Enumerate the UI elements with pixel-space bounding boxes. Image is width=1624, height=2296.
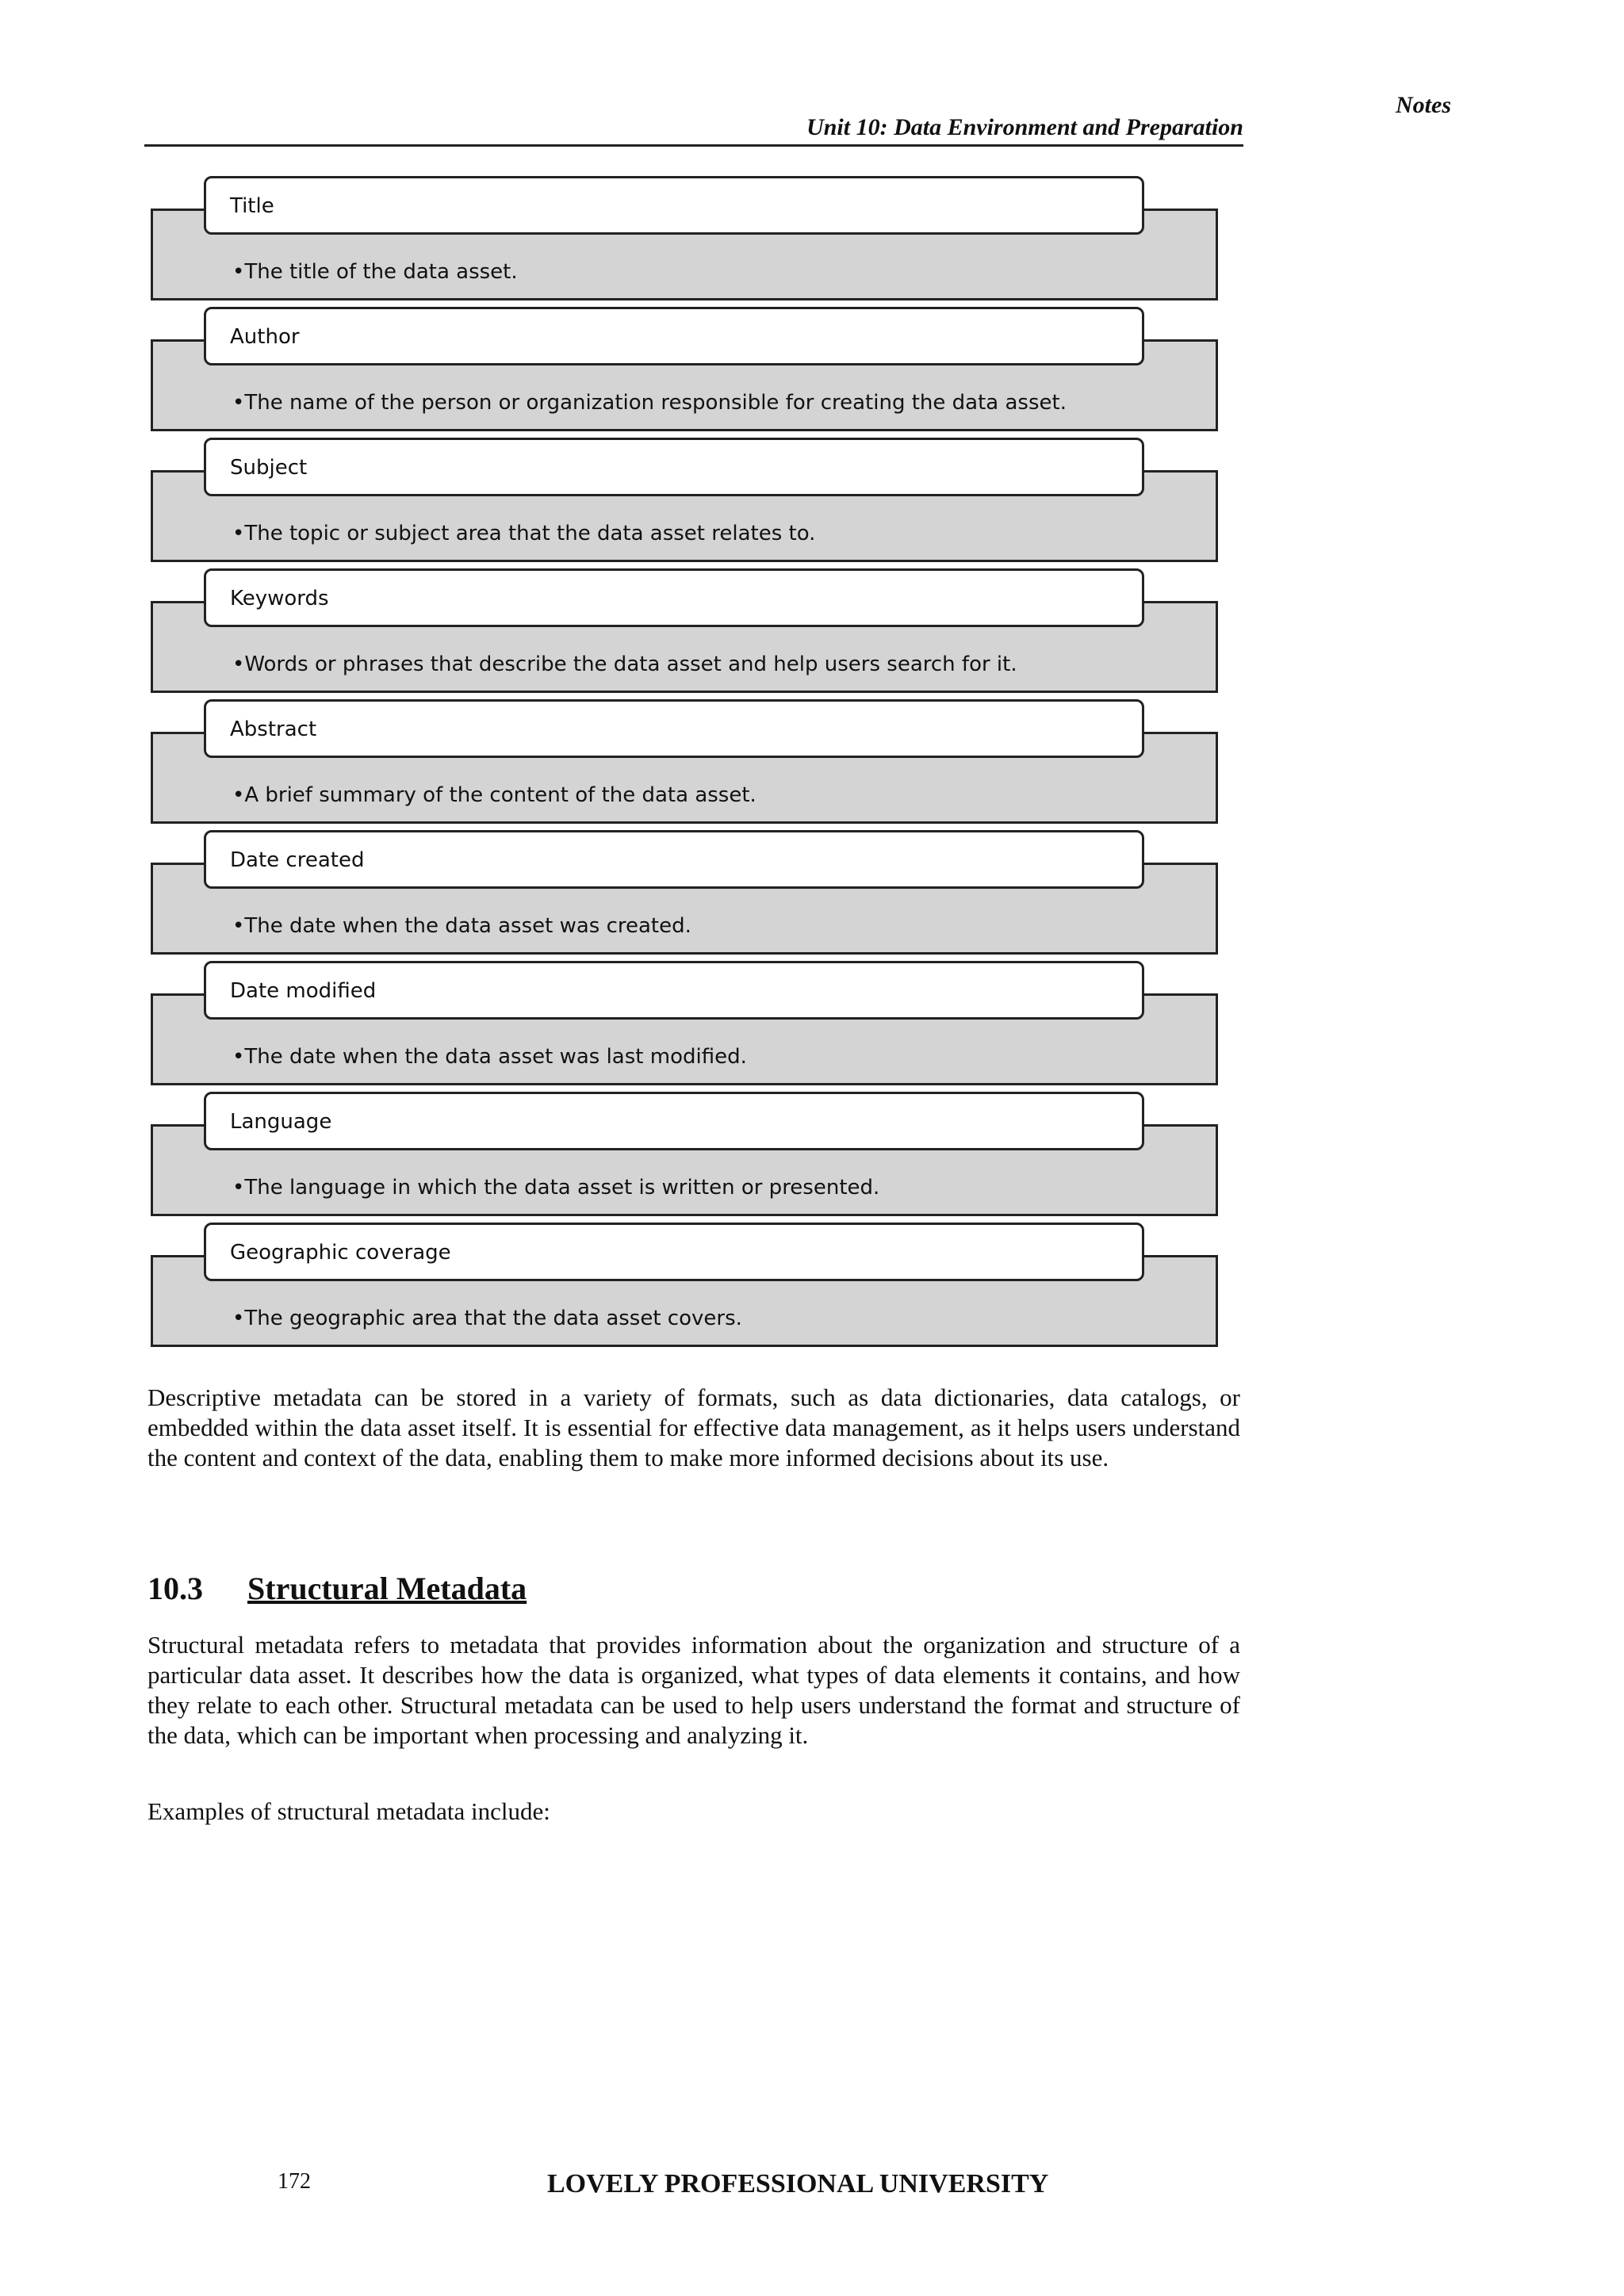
descriptive-metadata-diagram: [151, 176, 1223, 1353]
item-label: Abstract: [230, 718, 317, 741]
item-label-box: [204, 961, 1144, 1020]
item-description: •The language in which the data asset is written or presented.: [232, 1176, 880, 1200]
metadata-item-geographic-coverage: [151, 1223, 1223, 1353]
metadata-item-author: [151, 307, 1223, 438]
item-label-box: [204, 568, 1144, 627]
item-label: Date modified: [230, 979, 377, 1003]
paragraph-structural-examples-intro: Examples of structural metadata include:: [147, 1797, 550, 1825]
paragraph-structural-definition: Structural metadata refers to metadata that provides information about the organization and structure of a particular data asset. It describes how the data is organized, what types of data elements it contains, and how they relate to each other. Structural metadata can be used to help users understand the format and structure of the data, which can be important when processing and analyzing it.: [147, 1631, 1240, 1749]
metadata-item-date-modified: [151, 961, 1223, 1092]
item-description: •The name of the person or organization responsible for creating the data asset.: [232, 391, 1067, 415]
item-label: Title: [230, 194, 274, 218]
section-heading: [147, 1570, 527, 1607]
metadata-item-abstract: [151, 699, 1223, 830]
item-label-box: [204, 1223, 1144, 1281]
section-title: Structural Metadata: [247, 1571, 527, 1606]
item-label-box: [204, 1092, 1144, 1150]
metadata-item-title: [151, 176, 1223, 307]
item-label: Author: [230, 325, 300, 349]
item-label: Language: [230, 1110, 332, 1134]
item-label-box: [204, 438, 1144, 496]
metadata-item-language: [151, 1092, 1223, 1223]
item-label: Date created: [230, 848, 365, 872]
footer-university-name: LOVELY PROFESSIONAL UNIVERSITY: [547, 2169, 1049, 2198]
metadata-item-keywords: [151, 568, 1223, 699]
item-description: •The date when the data asset was last modified.: [232, 1045, 747, 1069]
item-label-box: [204, 176, 1144, 235]
item-label-box: [204, 699, 1144, 758]
item-label-box: [204, 830, 1144, 889]
item-description: •The title of the data asset.: [232, 260, 518, 284]
item-label-box: [204, 307, 1144, 365]
metadata-item-date-created: [151, 830, 1223, 961]
item-description: •The topic or subject area that the data asset relates to.: [232, 522, 816, 545]
item-description: •A brief summary of the content of the data asset.: [232, 783, 756, 807]
item-description: •The geographic area that the data asset covers.: [232, 1307, 742, 1330]
paragraph-descriptive-storage: Descriptive metadata can be stored in a variety of formats, such as data dictionaries, data catalogs, or embedded within the data asset itself. It is essential for effective data management, as it helps users understand the content and context of the data, enabling them to make more informed decisions about its use.: [147, 1383, 1240, 1471]
item-label: Keywords: [230, 587, 329, 610]
metadata-item-subject: [151, 438, 1223, 568]
item-description: •The date when the data asset was created.: [232, 914, 691, 938]
item-label: Subject: [230, 456, 308, 480]
item-label: Geographic coverage: [230, 1241, 451, 1265]
notes-margin-label: Notes: [1396, 92, 1451, 118]
item-description: •Words or phrases that describe the data asset and help users search for it.: [232, 652, 1017, 676]
running-header: Unit 10: Data Environment and Preparation: [144, 114, 1243, 147]
page-number: 172: [278, 2169, 311, 2194]
section-number: 10.3: [147, 1571, 203, 1606]
